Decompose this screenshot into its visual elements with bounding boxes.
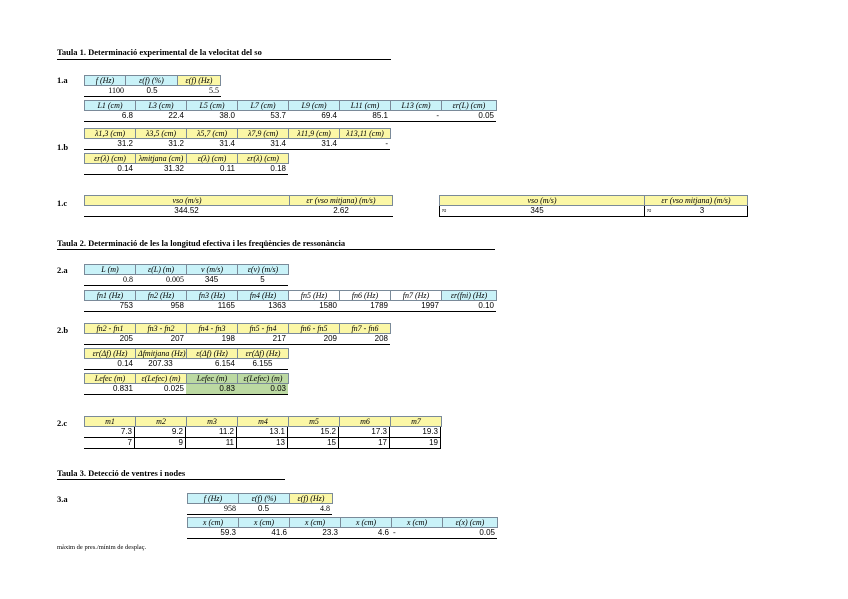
value-cell: 11 <box>186 438 237 449</box>
value-cell: 1997 <box>390 301 441 312</box>
header-cell: m3 <box>186 416 238 427</box>
value-cell: 31.4 <box>186 139 237 150</box>
value-cell: 2.62 <box>289 206 393 217</box>
value-cell: 198 <box>186 334 237 345</box>
header-cell: fn4 (Hz) <box>237 290 289 301</box>
value-cell: 958 <box>135 301 186 312</box>
value-cell: 31.32 <box>135 164 186 175</box>
table3-rule <box>57 479 285 480</box>
value-cell: 0.18 <box>237 164 288 175</box>
header-cell: Δfmitjana (Hz) <box>135 348 187 359</box>
table1-rule <box>57 59 391 60</box>
header-cell: fn7 (Hz) <box>390 290 442 301</box>
header-cell: λ3,5 (cm) <box>135 128 187 139</box>
value-cell: 4.8 <box>289 504 332 515</box>
value-cell: 4.6 <box>340 528 391 539</box>
value-cell: 0.14 <box>84 164 135 175</box>
header-cell: x (cm) <box>187 517 239 528</box>
header-cell: ε(Lefec) (m) <box>237 373 289 384</box>
header-cell: m1 <box>84 416 136 427</box>
value-cell: 0.005 <box>135 275 186 286</box>
value-cell: 207.33 <box>135 359 186 370</box>
header-cell: m2 <box>135 416 187 427</box>
value-cell: 22.4 <box>135 111 186 122</box>
value-cell: 85.1 <box>339 111 390 122</box>
header-cell: εr (vso mitjana) (m/s) <box>289 195 393 206</box>
header-cell: L5 (cm) <box>186 100 238 111</box>
header-cell: λ11,9 (cm) <box>288 128 340 139</box>
value-cell: 0.8 <box>84 275 135 286</box>
value-cell: 1789 <box>339 301 390 312</box>
value-cell <box>644 206 748 217</box>
value-cell: 205 <box>84 334 135 345</box>
value-cell: 0.831 <box>84 384 135 395</box>
header-cell: x (cm) <box>391 517 443 528</box>
header-cell: λ1,3 (cm) <box>84 128 136 139</box>
header-cell: fn3 (Hz) <box>186 290 238 301</box>
header-cell: ε(Lefec) (m) <box>135 373 187 384</box>
value-cell: 0.025 <box>135 384 186 395</box>
header-cell: L13 (cm) <box>390 100 442 111</box>
header-cell: fn5 (Hz) <box>288 290 340 301</box>
header-cell: εr(Δf) (Hz) <box>237 348 289 359</box>
header-cell: εr(fni) (Hz) <box>441 290 497 301</box>
value-cell: 0.03 <box>237 384 288 395</box>
value-cell: 0.11 <box>186 164 237 175</box>
value-cell: 41.6 <box>238 528 289 539</box>
header-cell: L11 (cm) <box>339 100 391 111</box>
value-cell: 5.5 <box>178 86 221 97</box>
header-cell: fn1 (Hz) <box>84 290 136 301</box>
header-cell: x (cm) <box>289 517 341 528</box>
value-cell: 6.155 <box>237 359 288 370</box>
value-cell: 0.05 <box>442 528 497 539</box>
header-cell: fn2 (Hz) <box>135 290 187 301</box>
header-cell: x (cm) <box>340 517 392 528</box>
header-cell: v (m/s) <box>186 264 238 275</box>
value-cell: 0.14 <box>84 359 135 370</box>
table3-title: Taula 3. Detecció de ventres i nodes <box>57 468 186 478</box>
value-cell: 6.154 <box>186 359 237 370</box>
approx-sign: ≈ <box>647 206 652 215</box>
value-cell: 19 <box>390 438 441 449</box>
row-label-2a: 2.a <box>57 265 68 275</box>
row-label-1c: 1.c <box>57 198 68 208</box>
value-cell: 0.5 <box>126 86 178 97</box>
row-label-2c: 2.c <box>57 418 68 428</box>
value-cell: 1580 <box>288 301 339 312</box>
row-label-1b: 1.b <box>57 142 69 152</box>
value-cell: 208 <box>339 334 390 345</box>
value-cell: 6.8 <box>84 111 135 122</box>
value-cell: 69.4 <box>288 111 339 122</box>
header-cell: vso (m/s) <box>439 195 645 206</box>
value-cell: 0.10 <box>441 301 496 312</box>
header-cell: vso (m/s) <box>84 195 290 206</box>
header-cell: L1 (cm) <box>84 100 136 111</box>
value-cell: 9 <box>135 438 186 449</box>
header-cell: ε(L) (m) <box>135 264 187 275</box>
value-cell: 53.7 <box>237 111 288 122</box>
header-cell: fn4 - fn3 <box>186 323 238 334</box>
row-label-2b: 2.b <box>57 325 69 335</box>
value-cell: 344.52 <box>84 206 289 217</box>
header-cell: ε(f) (Hz) <box>289 493 333 504</box>
value-cell: 958 <box>187 504 238 515</box>
header-cell: fn6 - fn5 <box>288 323 340 334</box>
header-cell: εr (vso mitjana) (m/s) <box>644 195 748 206</box>
header-cell: f (Hz) <box>84 75 126 86</box>
value-cell: 209 <box>288 334 339 345</box>
table1-title: Taula 1. Determinació experimental de la velocitat del so <box>57 47 262 57</box>
header-cell: ε(f) (%) <box>125 75 178 86</box>
header-cell: ε(f) (Hz) <box>177 75 221 86</box>
value-cell: 38.0 <box>186 111 237 122</box>
header-cell: fn2 - fn1 <box>84 323 136 334</box>
header-cell: m7 <box>390 416 442 427</box>
value-cell: 17 <box>339 438 390 449</box>
header-cell: λ13,11 (cm) <box>339 128 391 139</box>
value-cell: 0.5 <box>238 504 289 515</box>
header-cell: λ5,7 (cm) <box>186 128 238 139</box>
header-cell: ε(Δf) (Hz) <box>186 348 238 359</box>
header-cell: fn6 (Hz) <box>339 290 391 301</box>
value-cell: 11.2 <box>186 427 237 438</box>
value-cell: 753 <box>84 301 135 312</box>
header-cell: Lefec (m) <box>186 373 238 384</box>
value-cell: 5 <box>237 275 288 286</box>
header-cell: L7 (cm) <box>237 100 289 111</box>
table2-title: Taula 2. Determinació de les la longitud efectiva i les freqüències de ressonància <box>57 238 346 248</box>
header-cell: L9 (cm) <box>288 100 340 111</box>
value-cell: 31.4 <box>288 139 339 150</box>
header-cell: εr(λ) (cm) <box>84 153 136 164</box>
value-cell: 15 <box>288 438 339 449</box>
value-cell: - <box>339 139 390 150</box>
value-cell: - <box>391 528 442 539</box>
header-cell: fn3 - fn2 <box>135 323 187 334</box>
header-cell: λmitjana (cm) <box>135 153 187 164</box>
header-cell: ε(v) (m/s) <box>237 264 289 275</box>
value-cell: 31.2 <box>135 139 186 150</box>
value-cell: 31.2 <box>84 139 135 150</box>
value-cell <box>439 206 644 217</box>
value-cell: 0.83 <box>186 384 237 395</box>
value-cell: 0.05 <box>441 111 496 122</box>
value-cell: 1165 <box>186 301 237 312</box>
value-cell: 17.3 <box>339 427 390 438</box>
value-cell: 23.3 <box>289 528 340 539</box>
approx-sign: ≈ <box>442 206 447 215</box>
header-cell: εr(L) (cm) <box>441 100 497 111</box>
header-cell: Lefec (m) <box>84 373 136 384</box>
header-cell: L (m) <box>84 264 136 275</box>
header-cell: λ7,9 (cm) <box>237 128 289 139</box>
value-cell: 59.3 <box>187 528 238 539</box>
value-cell: 217 <box>237 334 288 345</box>
value-cell: 207 <box>135 334 186 345</box>
row-label-1a: 1.a <box>57 75 68 85</box>
rounded-velocity: 345 <box>530 206 544 215</box>
value-cell: 13.1 <box>237 427 288 438</box>
header-cell: fn7 - fn6 <box>339 323 391 334</box>
value-cell: 13 <box>237 438 288 449</box>
header-cell: ε(f) (%) <box>238 493 290 504</box>
value-cell: 15.2 <box>288 427 339 438</box>
header-cell: ε(λ) (cm) <box>186 153 238 164</box>
value-cell: 9.2 <box>135 427 186 438</box>
value-cell: 7 <box>84 438 135 449</box>
header-cell: m5 <box>288 416 340 427</box>
header-cell: m4 <box>237 416 289 427</box>
value-cell: 1100 <box>84 86 126 97</box>
row-caption: màxim de pres./mínim de desplaç. <box>57 544 147 551</box>
row-label-3a: 3.a <box>57 494 68 504</box>
header-cell: εr(λ) (cm) <box>237 153 289 164</box>
header-cell: L3 (cm) <box>135 100 187 111</box>
rounded-error: 3 <box>699 206 705 215</box>
value-cell: - <box>390 111 441 122</box>
header-cell: x (cm) <box>238 517 290 528</box>
header-cell: m6 <box>339 416 391 427</box>
header-cell: εr(Δf) (Hz) <box>84 348 136 359</box>
value-cell: 19.3 <box>390 427 441 438</box>
header-cell: fn5 - fn4 <box>237 323 289 334</box>
value-cell: 7.3 <box>84 427 135 438</box>
value-cell: 31.4 <box>237 139 288 150</box>
header-cell: ε(x) (cm) <box>442 517 498 528</box>
value-cell: 1363 <box>237 301 288 312</box>
value-cell: 345 <box>186 275 237 286</box>
table2-rule <box>57 249 495 250</box>
header-cell: f (Hz) <box>187 493 239 504</box>
